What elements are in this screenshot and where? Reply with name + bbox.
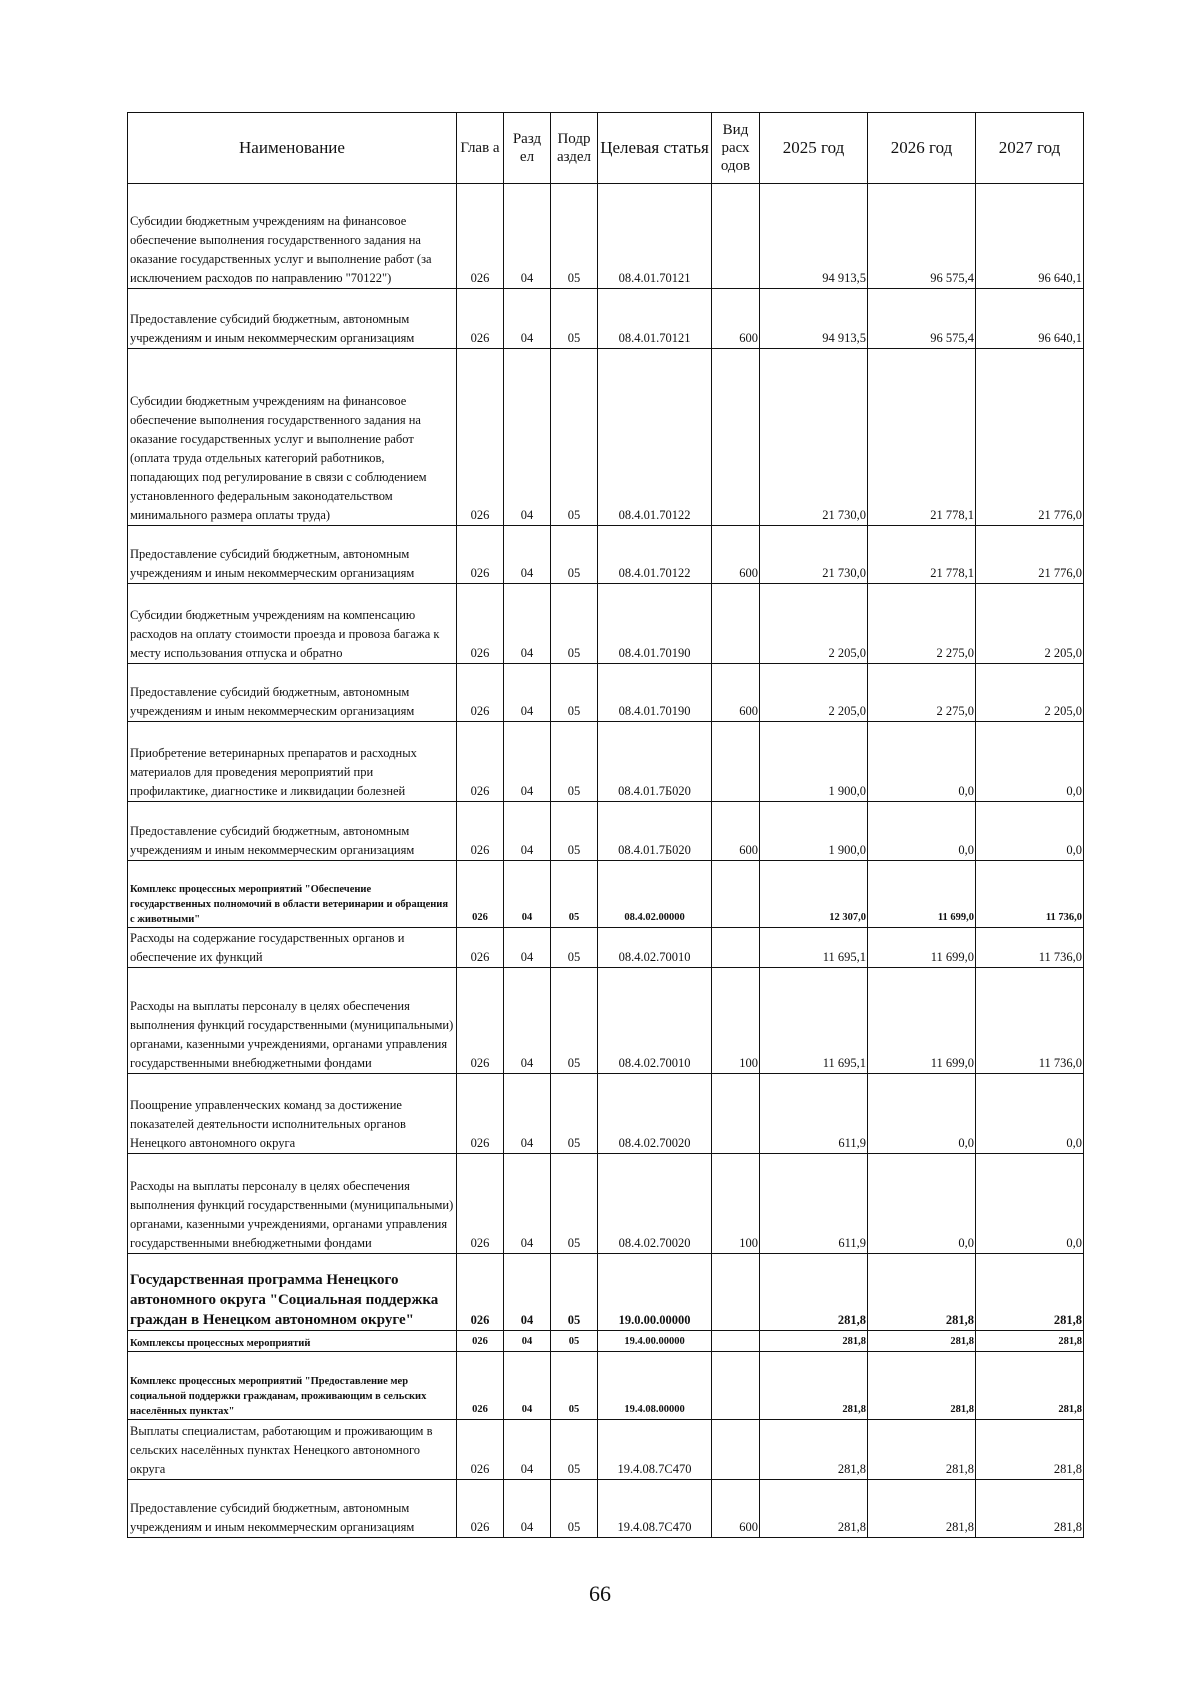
cell-2027: 281,8 — [976, 1331, 1084, 1352]
cell-name: Комплекс процессных мероприятий "Предоставление мер социальной поддержки гражданам, проживающим в сельских населённых пунктах" — [128, 1352, 457, 1420]
cell-podrazdel: 05 — [551, 1074, 598, 1154]
cell-name: Предоставление субсидий бюджетным, автономным учреждениям и иным некоммерческим организациям — [128, 802, 457, 861]
cell-glava: 026 — [457, 722, 504, 802]
header-statya: Целевая статья — [598, 113, 712, 184]
cell-podrazdel: 05 — [551, 928, 598, 968]
table-row — [128, 584, 1084, 664]
cell-podrazdel: 05 — [551, 584, 598, 664]
cell-glava: 026 — [457, 1420, 504, 1480]
cell-2026: 2 275,0 — [868, 664, 976, 722]
cell-2027: 21 776,0 — [976, 349, 1084, 526]
cell-glava: 026 — [457, 802, 504, 861]
header-2025: 2025 год — [760, 113, 868, 184]
cell-name: Предоставление субсидий бюджетным, автономным учреждениям и иным некоммерческим организациям — [128, 664, 457, 722]
cell-2026: 11 699,0 — [868, 861, 976, 928]
cell-2025: 2 205,0 — [760, 664, 868, 722]
cell-razdel: 04 — [504, 289, 551, 349]
cell-2026: 21 778,1 — [868, 349, 976, 526]
cell-name: Предоставление субсидий бюджетным, автономным учреждениям и иным некоммерческим организациям — [128, 1480, 457, 1538]
cell-2026: 281,8 — [868, 1254, 976, 1331]
cell-2026: 281,8 — [868, 1352, 976, 1420]
cell-name: Расходы на выплаты персоналу в целях обеспечения выполнения функций государственными (муниципальными) органами, казенными учреждениями, органами управления государственными внебюджетными фондами — [128, 968, 457, 1074]
table-row — [128, 664, 1084, 722]
cell-2025: 281,8 — [760, 1254, 868, 1331]
cell-razdel: 04 — [504, 1480, 551, 1538]
cell-razdel: 04 — [504, 722, 551, 802]
cell-statya: 19.4.08.7С470 — [598, 1420, 712, 1480]
table-header-row — [128, 113, 1084, 184]
cell-glava: 026 — [457, 1074, 504, 1154]
table-row — [128, 1480, 1084, 1538]
cell-razdel: 04 — [504, 1352, 551, 1420]
cell-glava: 026 — [457, 184, 504, 289]
cell-name: Субсидии бюджетным учреждениям на финансовое обеспечение выполнения государственного задания на оказание государственных услуг и выполнение работ (за исключением расходов по направлению "70122") — [128, 184, 457, 289]
budget-table — [127, 112, 1084, 1538]
table-row — [128, 928, 1084, 968]
cell-2026: 281,8 — [868, 1480, 976, 1538]
cell-vid: 600 — [712, 664, 760, 722]
cell-2026: 21 778,1 — [868, 526, 976, 584]
cell-statya: 08.4.02.70020 — [598, 1154, 712, 1254]
table-row — [128, 861, 1084, 928]
cell-podrazdel: 05 — [551, 1254, 598, 1331]
cell-2027: 11 736,0 — [976, 861, 1084, 928]
cell-vid — [712, 1254, 760, 1331]
table-row — [128, 1420, 1084, 1480]
cell-vid: 600 — [712, 802, 760, 861]
cell-2026: 96 575,4 — [868, 184, 976, 289]
cell-name: Расходы на содержание государственных органов и обеспечение их функций — [128, 928, 457, 968]
table-row — [128, 968, 1084, 1074]
cell-razdel: 04 — [504, 584, 551, 664]
cell-razdel: 04 — [504, 1254, 551, 1331]
header-2027: 2027 год — [976, 113, 1084, 184]
cell-statya: 19.4.00.00000 — [598, 1331, 712, 1352]
table-row — [128, 184, 1084, 289]
cell-podrazdel: 05 — [551, 802, 598, 861]
table-row — [128, 526, 1084, 584]
table-row — [128, 722, 1084, 802]
cell-glava: 026 — [457, 349, 504, 526]
cell-statya: 19.4.08.7С470 — [598, 1480, 712, 1538]
cell-statya: 19.4.08.00000 — [598, 1352, 712, 1420]
table-row — [128, 1331, 1084, 1352]
cell-podrazdel: 05 — [551, 722, 598, 802]
table-row — [128, 1074, 1084, 1154]
table-row — [128, 1254, 1084, 1331]
cell-vid — [712, 184, 760, 289]
cell-2025: 611,9 — [760, 1074, 868, 1154]
cell-name: Субсидии бюджетным учреждениям на финансовое обеспечение выполнения государственного задания на оказание государственных услуг и выполнение работ (оплата труда отдельных категорий работников, попадающих под регулирование в связи с соблюдением установленного федеральным законодательством минимального размера оплаты труда) — [128, 349, 457, 526]
cell-2025: 281,8 — [760, 1480, 868, 1538]
cell-2025: 11 695,1 — [760, 968, 868, 1074]
cell-2025: 1 900,0 — [760, 802, 868, 861]
cell-vid — [712, 1074, 760, 1154]
cell-statya: 08.4.02.00000 — [598, 861, 712, 928]
header-2026: 2026 год — [868, 113, 976, 184]
cell-2026: 96 575,4 — [868, 289, 976, 349]
cell-vid: 600 — [712, 526, 760, 584]
cell-2027: 96 640,1 — [976, 289, 1084, 349]
cell-2026: 0,0 — [868, 1154, 976, 1254]
cell-glava: 026 — [457, 1154, 504, 1254]
cell-podrazdel: 05 — [551, 289, 598, 349]
cell-2027: 281,8 — [976, 1420, 1084, 1480]
cell-2026: 0,0 — [868, 722, 976, 802]
cell-glava: 026 — [457, 1331, 504, 1352]
cell-2025: 11 695,1 — [760, 928, 868, 968]
cell-podrazdel: 05 — [551, 1331, 598, 1352]
cell-razdel: 04 — [504, 1074, 551, 1154]
cell-statya: 08.4.01.70122 — [598, 349, 712, 526]
cell-razdel: 04 — [504, 349, 551, 526]
cell-statya: 08.4.01.7Б020 — [598, 802, 712, 861]
cell-2026: 2 275,0 — [868, 584, 976, 664]
cell-vid — [712, 861, 760, 928]
cell-statya: 08.4.01.7Б020 — [598, 722, 712, 802]
cell-name: Субсидии бюджетным учреждениям на компенсацию расходов на оплату стоимости проезда и провоза багажа к месту использования отпуска и обратно — [128, 584, 457, 664]
cell-name: Комплекс процессных мероприятий "Обеспечение государственных полномочий в области ветеринарии и обращения с животными" — [128, 861, 457, 928]
cell-statya: 19.0.00.00000 — [598, 1254, 712, 1331]
cell-2027: 11 736,0 — [976, 928, 1084, 968]
cell-razdel: 04 — [504, 861, 551, 928]
cell-razdel: 04 — [504, 1154, 551, 1254]
cell-podrazdel: 05 — [551, 861, 598, 928]
cell-name: Комплексы процессных мероприятий — [128, 1331, 457, 1352]
cell-vid: 100 — [712, 968, 760, 1074]
cell-podrazdel: 05 — [551, 968, 598, 1074]
cell-glava: 026 — [457, 1352, 504, 1420]
cell-statya: 08.4.02.70020 — [598, 1074, 712, 1154]
cell-vid — [712, 349, 760, 526]
cell-2026: 0,0 — [868, 1074, 976, 1154]
cell-2025: 611,9 — [760, 1154, 868, 1254]
cell-2026: 11 699,0 — [868, 968, 976, 1074]
header-podrazdel: Подр аздел — [551, 113, 598, 184]
cell-vid: 600 — [712, 289, 760, 349]
cell-2027: 2 205,0 — [976, 664, 1084, 722]
cell-vid — [712, 584, 760, 664]
cell-2026: 0,0 — [868, 802, 976, 861]
cell-2027: 0,0 — [976, 1074, 1084, 1154]
table-body — [128, 184, 1084, 1538]
header-glava: Глав а — [457, 113, 504, 184]
cell-razdel: 04 — [504, 1331, 551, 1352]
cell-2025: 21 730,0 — [760, 526, 868, 584]
cell-name: Приобретение ветеринарных препаратов и расходных материалов для проведения мероприятий при профилактике, диагностике и ликвидации болезней — [128, 722, 457, 802]
cell-razdel: 04 — [504, 928, 551, 968]
cell-2025: 281,8 — [760, 1352, 868, 1420]
cell-2025: 281,8 — [760, 1420, 868, 1480]
cell-vid: 100 — [712, 1154, 760, 1254]
cell-2025: 94 913,5 — [760, 184, 868, 289]
cell-2027: 0,0 — [976, 802, 1084, 861]
cell-podrazdel: 05 — [551, 526, 598, 584]
cell-2025: 281,8 — [760, 1331, 868, 1352]
cell-glava: 026 — [457, 664, 504, 722]
cell-2025: 2 205,0 — [760, 584, 868, 664]
cell-statya: 08.4.02.70010 — [598, 968, 712, 1074]
cell-vid — [712, 1420, 760, 1480]
cell-razdel: 04 — [504, 968, 551, 1074]
cell-name: Государственная программа Ненецкого автономного округа "Социальная поддержка граждан в Ненецком автономном округе" — [128, 1254, 457, 1331]
cell-2026: 11 699,0 — [868, 928, 976, 968]
cell-statya: 08.4.02.70010 — [598, 928, 712, 968]
cell-name: Предоставление субсидий бюджетным, автономным учреждениям и иным некоммерческим организациям — [128, 526, 457, 584]
cell-name: Расходы на выплаты персоналу в целях обеспечения выполнения функций государственными (муниципальными) органами, казенными учреждениями, органами управления государственными внебюджетными фондами — [128, 1154, 457, 1254]
cell-razdel: 04 — [504, 526, 551, 584]
cell-2025: 94 913,5 — [760, 289, 868, 349]
cell-2027: 281,8 — [976, 1352, 1084, 1420]
cell-vid: 600 — [712, 1480, 760, 1538]
cell-vid — [712, 722, 760, 802]
page-number: 66 — [589, 1581, 611, 1606]
cell-statya: 08.4.01.70121 — [598, 184, 712, 289]
cell-glava: 026 — [457, 861, 504, 928]
cell-2025: 1 900,0 — [760, 722, 868, 802]
table-row — [128, 802, 1084, 861]
cell-2027: 0,0 — [976, 722, 1084, 802]
cell-2027: 11 736,0 — [976, 968, 1084, 1074]
cell-statya: 08.4.01.70190 — [598, 584, 712, 664]
cell-2027: 96 640,1 — [976, 184, 1084, 289]
cell-vid — [712, 928, 760, 968]
cell-statya: 08.4.01.70190 — [598, 664, 712, 722]
header-name: Наименование — [128, 113, 457, 184]
cell-podrazdel: 05 — [551, 349, 598, 526]
cell-2027: 281,8 — [976, 1254, 1084, 1331]
cell-podrazdel: 05 — [551, 1154, 598, 1254]
cell-razdel: 04 — [504, 1420, 551, 1480]
header-razdel: Разд ел — [504, 113, 551, 184]
cell-2027: 281,8 — [976, 1480, 1084, 1538]
cell-vid — [712, 1331, 760, 1352]
table-row — [128, 289, 1084, 349]
cell-podrazdel: 05 — [551, 1420, 598, 1480]
table-row — [128, 1154, 1084, 1254]
cell-2027: 21 776,0 — [976, 526, 1084, 584]
table-row — [128, 349, 1084, 526]
cell-2027: 0,0 — [976, 1154, 1084, 1254]
cell-2027: 2 205,0 — [976, 584, 1084, 664]
cell-2025: 12 307,0 — [760, 861, 868, 928]
cell-2025: 21 730,0 — [760, 349, 868, 526]
cell-2026: 281,8 — [868, 1331, 976, 1352]
cell-statya: 08.4.01.70122 — [598, 526, 712, 584]
cell-name: Предоставление субсидий бюджетным, автономным учреждениям и иным некоммерческим организациям — [128, 289, 457, 349]
cell-name: Поощрение управленческих команд за достижение показателей деятельности исполнительных органов Ненецкого автономного округа — [128, 1074, 457, 1154]
cell-glava: 026 — [457, 968, 504, 1074]
cell-razdel: 04 — [504, 664, 551, 722]
cell-glava: 026 — [457, 526, 504, 584]
cell-podrazdel: 05 — [551, 1352, 598, 1420]
cell-statya: 08.4.01.70121 — [598, 289, 712, 349]
cell-razdel: 04 — [504, 184, 551, 289]
cell-podrazdel: 05 — [551, 664, 598, 722]
cell-podrazdel: 05 — [551, 184, 598, 289]
table-row — [128, 1352, 1084, 1420]
cell-glava: 026 — [457, 584, 504, 664]
cell-2026: 281,8 — [868, 1420, 976, 1480]
cell-glava: 026 — [457, 1254, 504, 1331]
cell-razdel: 04 — [504, 802, 551, 861]
cell-glava: 026 — [457, 289, 504, 349]
cell-glava: 026 — [457, 928, 504, 968]
cell-podrazdel: 05 — [551, 1480, 598, 1538]
cell-glava: 026 — [457, 1480, 504, 1538]
cell-vid — [712, 1352, 760, 1420]
cell-name: Выплаты специалистам, работающим и проживающим в сельских населённых пунктах Ненецкого автономного округа — [128, 1420, 457, 1480]
header-vid: Вид расх одов — [712, 113, 760, 184]
